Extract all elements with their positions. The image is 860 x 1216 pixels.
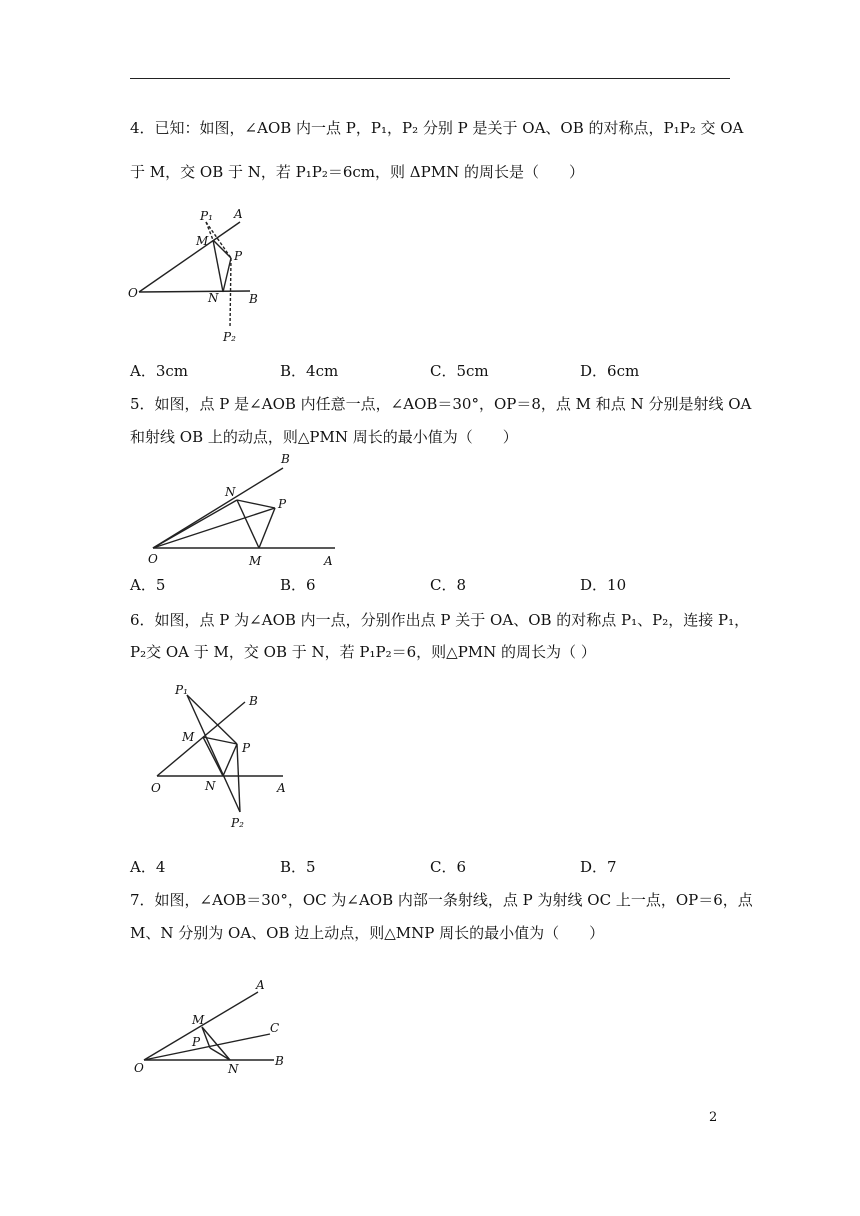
q7-seg-pn [210,1048,230,1060]
q4-choices [130,360,730,380]
q5-choices [130,574,730,594]
q7-ray-oc [144,1034,270,1060]
q6-seg-mn [203,737,223,776]
q5-choice-c[interactable]: C．8 [430,576,467,594]
q7-text-line2: M、N 分别为 OA、OB 边上动点，则△MNP 周长的最小值为（ ） [130,924,605,942]
q5-label-p: P [278,497,287,511]
q6-seg-pn [223,744,237,776]
q7-text-line1: 7．如图，∠AOB＝30°，OC 为∠AOB 内部一条射线，点 P 为射线 OC 上一点，OP＝6，点 [130,891,753,909]
q5-label-b: B [281,452,290,466]
q6-label-a: A [277,781,286,795]
q7-label-n: N [228,1062,239,1076]
q5-label-n: N [225,485,236,499]
q7-label-b: B [275,1054,284,1068]
q4-dash-pp2 [230,258,231,328]
page-number: 2 [709,1110,718,1125]
q4-choice-d[interactable]: D．6cm [580,362,640,380]
q4-label-n: N [208,291,219,305]
q6-label-p: P [242,741,251,755]
header-rule [130,78,730,79]
q5-text-line2: 和射线 OB 上的动点，则△PMN 周长的最小值为（ ） [130,428,518,446]
q5-choice-d[interactable]: D．10 [580,576,627,594]
q7-seg-mp [202,1027,210,1048]
q6-label-m: M [182,730,195,744]
q5-choice-b[interactable]: B．6 [280,576,316,594]
q4-label-b: B [249,292,258,306]
q6-text-line2: P₂交 OA 于 M，交 OB 于 N，若 P₁P₂＝6，则△PMN 的周长为（ ） [130,643,596,661]
q4-dash-p1p [206,222,231,258]
q6-label-p1: P₁ [175,683,188,697]
q4-label-p1: P₁ [200,209,213,223]
q6-label-b: B [249,694,258,708]
q4-text-line1: 4．已知：如图，∠AOB 内一点 P，P₁，P₂ 分别 P 是关于 OA、OB 的对称点，P₁P₂ 交 OA [130,119,744,137]
q5-label-m: M [249,554,262,568]
q7-label-c: C [270,1021,280,1035]
q6-choice-a[interactable]: A．4 [130,858,166,876]
q4-seg-pn [223,258,231,292]
q4-label-m: M [196,234,209,248]
q4-label-a: A [234,207,243,221]
q6-choice-b[interactable]: B．5 [280,858,316,876]
q4-choice-b[interactable]: B．4cm [280,362,339,380]
q4-choice-a[interactable]: A．3cm [130,362,189,380]
q6-seg-p1p [187,695,237,744]
q6-label-n: N [205,779,216,793]
q7-figure [130,972,295,1082]
q5-figure [145,448,350,570]
q4-label-o: O [128,286,138,300]
q5-seg-nm [237,500,259,548]
q4-text-line2: 于 M，交 OB 于 N，若 P₁P₂＝6cm，则 ΔPMN 的周长是（ ） [130,163,584,181]
q5-seg-pm [259,508,275,548]
q4-label-p: P [234,249,243,263]
q6-label-o: O [151,781,161,795]
q6-text-line1: 6．如图，点 P 为∠AOB 内一点，分别作出点 P 关于 OA、OB 的对称点 P₁、P₂，连接 P₁， [130,611,750,629]
q7-label-p: P [192,1035,201,1049]
q6-choice-d[interactable]: D．7 [580,858,617,876]
q4-figure [128,200,268,350]
q4-label-p2: P₂ [223,330,236,344]
q5-choice-a[interactable]: A．5 [130,576,166,594]
q6-choices [130,856,730,876]
q6-label-p2: P₂ [231,816,244,830]
q6-choice-c[interactable]: C．6 [430,858,467,876]
q7-label-m: M [192,1013,205,1027]
q4-ray-ob [139,291,250,292]
q5-text-line1: 5．如图，点 P 是∠AOB 内任意一点，∠AOB＝30°，OP＝8，点 M 和点 N 分别是射线 OA [130,395,752,413]
q7-label-a: A [256,978,265,992]
q5-label-o: O [148,552,158,566]
q5-seg-np [237,500,275,508]
q4-choice-c[interactable]: C．5cm [430,362,489,380]
q6-seg-pp2 [237,744,240,812]
q7-label-o: O [134,1061,144,1075]
q6-figure [145,682,295,837]
q5-label-a: A [324,554,333,568]
